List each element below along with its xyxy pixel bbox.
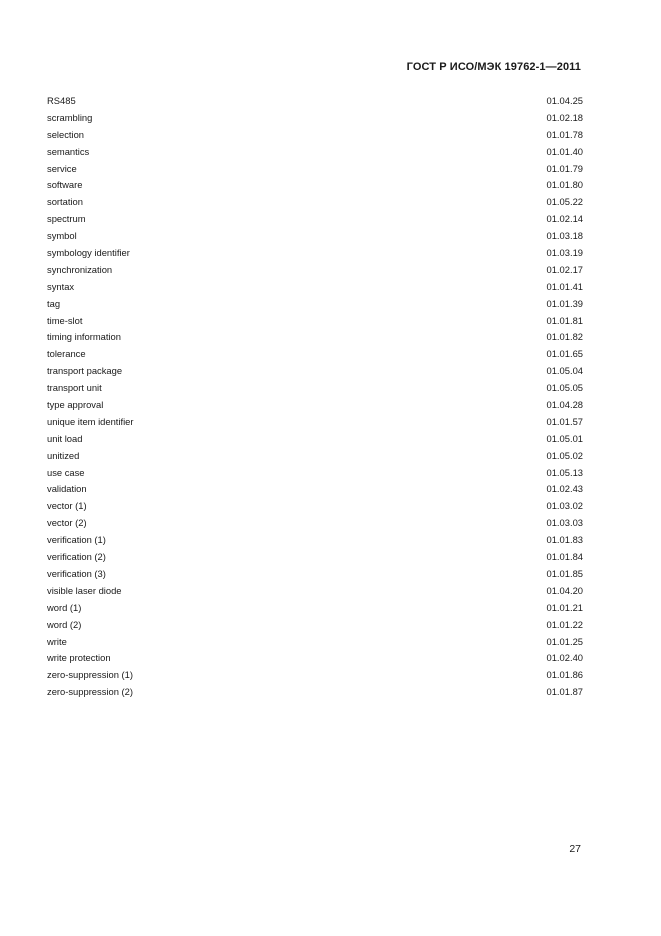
index-term: zero-suppression (2) (47, 686, 133, 698)
index-reference-number: 01.01.65 (546, 348, 583, 360)
index-row (47, 313, 583, 330)
index-term: RS485 (47, 95, 76, 106)
index-reference-number: 01.04.20 (546, 584, 583, 596)
index-term: word (2) (47, 618, 82, 630)
index-row (47, 448, 583, 465)
index-row (47, 194, 583, 211)
index-row (47, 634, 583, 651)
index-row (47, 498, 583, 515)
index-term: sortation (47, 196, 83, 208)
index-term: semantics (47, 145, 90, 157)
index-row (47, 431, 583, 448)
index-reference-number: 01.05.05 (546, 382, 583, 394)
index-term: unit load (47, 432, 83, 444)
index-term: vector (2) (47, 517, 87, 529)
index-row (47, 583, 583, 600)
index-row (47, 161, 583, 178)
index-reference-number: 01.05.13 (546, 466, 583, 478)
index-term: tag (47, 297, 61, 309)
index-reference-number: 01.01.87 (546, 686, 583, 698)
index-term: word (1) (47, 601, 82, 613)
index-row (47, 144, 583, 161)
index-row (47, 296, 583, 313)
index-term: zero-suppression (1) (47, 669, 133, 681)
index-row (47, 600, 583, 617)
index-reference-number: 01.03.03 (546, 517, 583, 529)
index-row (47, 684, 583, 701)
index-row (47, 380, 583, 397)
index-reference-number: 01.01.78 (546, 128, 583, 140)
index-reference-number: 01.05.02 (546, 449, 583, 461)
index-term: spectrum (47, 213, 86, 225)
index-term: symbology identifier (47, 247, 130, 259)
index-term: software (47, 179, 83, 191)
index-term: syntax (47, 280, 75, 292)
index-reference-number: 01.01.79 (546, 162, 583, 174)
page-number: 27 (569, 843, 581, 855)
index-reference-number: 01.01.21 (546, 601, 583, 613)
index-term: verification (2) (47, 551, 106, 563)
index-row (47, 650, 583, 667)
index-reference-number: 01.04.28 (546, 399, 583, 411)
index-reference-number: 01.03.19 (546, 247, 583, 259)
index-row (47, 363, 583, 380)
index-row (47, 617, 583, 634)
index-reference-number: 01.01.25 (546, 635, 583, 647)
index-row (47, 667, 583, 684)
index-row (47, 127, 583, 144)
index-row (47, 279, 583, 296)
index-reference-number: 01.01.41 (546, 280, 583, 292)
index-term: verification (1) (47, 534, 106, 546)
index-term: write protection (47, 652, 111, 664)
index-reference-number: 01.01.82 (546, 331, 583, 343)
index-term: time-slot (47, 314, 83, 326)
index-reference-number: 01.02.14 (546, 213, 583, 225)
index-term: validation (47, 483, 87, 495)
index-reference-number: 01.01.39 (546, 297, 583, 309)
index-reference-number: 01.02.17 (546, 263, 583, 275)
index-row (47, 93, 583, 110)
index-term: unitized (47, 449, 80, 461)
index-row (47, 549, 583, 566)
index-reference-number: 01.02.43 (546, 483, 583, 495)
index-row (47, 346, 583, 363)
document-header: ГОСТ Р ИСО/МЭК 19762-1—2011 (406, 61, 581, 73)
index-term: use case (47, 466, 85, 478)
index-term: visible laser diode (47, 584, 122, 596)
index-row (47, 211, 583, 228)
index-term: vector (1) (47, 500, 87, 512)
index-reference-number: 01.01.81 (546, 314, 583, 326)
index-term: synchronization (47, 263, 113, 275)
index-row (47, 414, 583, 431)
index-row (47, 228, 583, 245)
index-row (47, 177, 583, 194)
index-term: scrambling (47, 111, 93, 123)
index-reference-number: 01.01.22 (546, 618, 583, 630)
index-reference-number: 01.05.22 (546, 196, 583, 208)
index-reference-number: 01.01.40 (546, 145, 583, 157)
index-row (47, 245, 583, 262)
index-term: write (47, 635, 67, 647)
index-row (47, 532, 583, 549)
index-reference-number: 01.03.18 (546, 230, 583, 242)
index-reference-number: 01.02.40 (546, 652, 583, 664)
index-term: transport unit (47, 382, 102, 394)
index-reference-number: 01.01.80 (546, 179, 583, 191)
index-term: symbol (47, 230, 77, 242)
index-row (47, 262, 583, 279)
index-term: unique item identifier (47, 415, 134, 427)
index-row (47, 397, 583, 414)
index-term: transport package (47, 365, 123, 377)
index-reference-number: 01.05.04 (546, 365, 583, 377)
index-term: service (47, 162, 77, 174)
index-reference-number: 01.02.18 (546, 111, 583, 123)
index-row (47, 110, 583, 127)
index-reference-number: 01.04.25 (546, 95, 583, 106)
index-term: selection (47, 128, 85, 140)
index-row (47, 566, 583, 583)
index-term: timing information (47, 331, 121, 343)
index-reference-number: 01.01.85 (546, 567, 583, 579)
term-index-list (47, 93, 583, 701)
index-reference-number: 01.03.02 (546, 500, 583, 512)
index-reference-number: 01.01.57 (546, 415, 583, 427)
index-term: type approval (47, 399, 104, 411)
index-term: tolerance (47, 348, 86, 360)
index-reference-number: 01.05.01 (546, 432, 583, 444)
index-row (47, 481, 583, 498)
index-reference-number: 01.01.86 (546, 669, 583, 681)
index-reference-number: 01.01.83 (546, 534, 583, 546)
index-reference-number: 01.01.84 (546, 551, 583, 563)
index-row (47, 465, 583, 482)
index-row (47, 515, 583, 532)
index-row (47, 329, 583, 346)
index-term: verification (3) (47, 567, 106, 579)
